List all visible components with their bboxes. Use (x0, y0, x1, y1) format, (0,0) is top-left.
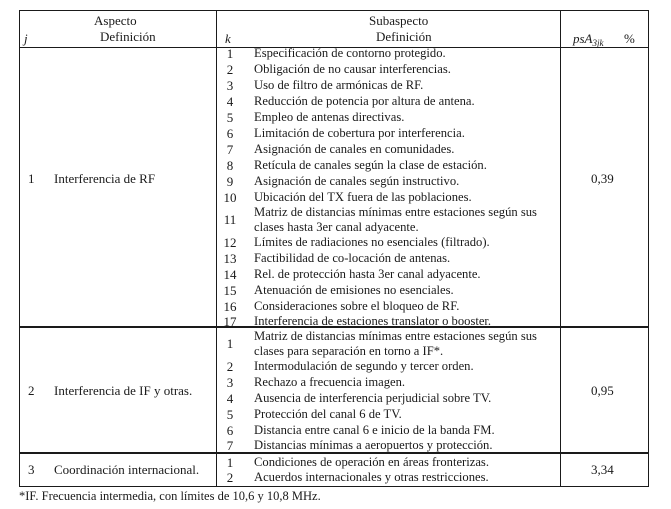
list-item-number: 10 (223, 190, 237, 205)
header-aspecto: Aspecto (94, 13, 137, 28)
list-item-number: 17 (223, 314, 237, 329)
list-item-text: Protección del canal 6 de TV. (254, 407, 402, 421)
footnote: *IF. Frecuencia intermedia, con límites de 10,6 y 10,8 MHz. (19, 489, 321, 503)
list-item-text: Matriz de distancias mínimas entre estaciones según sus (254, 205, 537, 219)
list-item-text: Consideraciones sobre el bloqueo de RF. (254, 299, 460, 313)
header-percent: % (624, 31, 635, 46)
list-item-text: Distancia entre canal 6 e inicio de la banda FM. (254, 423, 495, 437)
list-item-text: Ubicación del TX fuera de las poblaciones. (254, 190, 472, 204)
list-item-text: Asignación de canales según instructivo. (254, 174, 460, 188)
list-item-text-continued: clases para separación en torno a IF*. (254, 344, 444, 358)
list-item-text: Factibilidad de co-locación de antenas. (254, 251, 451, 265)
header-j: j (24, 31, 28, 46)
list-item-text: Límites de radiaciones no esenciales (filtrado). (254, 235, 490, 249)
list-item-text-continued: clases hasta 3er canal adyacente. (254, 220, 419, 234)
header-psa-prefix: psA (573, 31, 593, 46)
list-item-text: Atenuación de emisiones no esenciales. (254, 283, 454, 297)
header-psa3jk (573, 31, 604, 51)
header-k: k (225, 31, 231, 46)
group-1-value: 0,39 (591, 171, 614, 186)
table-top-rule (19, 10, 649, 11)
group-3-value: 3,34 (591, 462, 614, 477)
list-item-number: 15 (223, 283, 237, 298)
table-bottom-rule (19, 486, 649, 487)
list-item-number: 2 (226, 470, 234, 485)
group-2-name: Interferencia de IF y otras. (54, 383, 193, 398)
list-item-number: 7 (226, 142, 234, 157)
list-item-text: Reducción de potencia por altura de antena. (254, 94, 475, 108)
table-left-border (19, 10, 20, 487)
list-item-text: Matriz de distancias mínimas entre estaciones según sus (254, 329, 537, 343)
column-divider-value (560, 10, 561, 487)
list-item-number: 5 (226, 110, 234, 125)
list-item-text: Rechazo a frecuencia imagen. (254, 375, 406, 389)
group-2-value: 0,95 (591, 383, 614, 398)
group-1-name: Interferencia de RF (54, 171, 156, 186)
list-item-text: Ausencia de interferencia perjudicial sobre TV. (254, 391, 492, 405)
list-item-number: 14 (223, 267, 237, 282)
list-item-number: 11 (223, 212, 237, 227)
list-item-text: Intermodulación de segundo y tercer orden. (254, 359, 474, 373)
list-item-text: Especificación de contorno protegido. (254, 46, 446, 60)
table-right-border (648, 10, 649, 487)
column-divider-aspect (216, 10, 217, 487)
list-item-text: Interferencia de estaciones translator o booster. (254, 314, 492, 328)
list-item-text: Empleo de antenas directivas. (254, 110, 405, 124)
list-item-number: 1 (226, 336, 234, 351)
list-item-text: Uso de filtro de armónicas de RF. (254, 78, 424, 92)
group-1-j: 1 (28, 171, 35, 186)
group-3-name: Coordinación internacional. (54, 462, 200, 477)
header-subaspecto-definicion: Definición (376, 29, 432, 44)
list-item-number: 3 (226, 375, 234, 390)
list-item-text: Asignación de canales en comunidades. (254, 142, 455, 156)
list-item-number: 1 (226, 455, 234, 470)
list-item-number: 2 (226, 359, 234, 374)
list-item-number: 4 (226, 94, 234, 109)
list-item-number: 12 (223, 235, 237, 250)
header-aspecto-definicion: Definición (100, 29, 156, 44)
list-item-number: 6 (226, 423, 234, 438)
group-2-j: 2 (28, 383, 35, 398)
list-item-text: Condiciones de operación en áreas fronterizas. (254, 455, 489, 469)
list-item-text: Acuerdos internacionales y otras restricciones. (254, 470, 489, 484)
list-item-number: 16 (223, 299, 237, 314)
list-item-number: 8 (226, 158, 234, 173)
header-psa-subscript: 3jk (592, 38, 604, 48)
list-item-number: 7 (226, 438, 234, 453)
list-item-number: 2 (226, 62, 234, 77)
list-item-number: 6 (226, 126, 234, 141)
list-item-number: 13 (223, 251, 237, 266)
list-item-number: 4 (226, 391, 234, 406)
list-item-number: 5 (226, 407, 234, 422)
list-item-number: 1 (226, 46, 234, 61)
list-item-number: 9 (226, 174, 234, 189)
header-subaspecto: Subaspecto (369, 13, 429, 28)
list-item-text: Rel. de protección hasta 3er canal adyacente. (254, 267, 481, 281)
list-item-number: 3 (226, 78, 234, 93)
list-item-text: Retícula de canales según la clase de estación. (254, 158, 487, 172)
group-3-j: 3 (28, 462, 35, 477)
list-item-text: Obligación de no causar interferencias. (254, 62, 451, 76)
list-item-text: Limitación de cobertura por interferencia. (254, 126, 465, 140)
list-item-text: Distancias mínimas a aeropuertos y protección. (254, 438, 493, 452)
